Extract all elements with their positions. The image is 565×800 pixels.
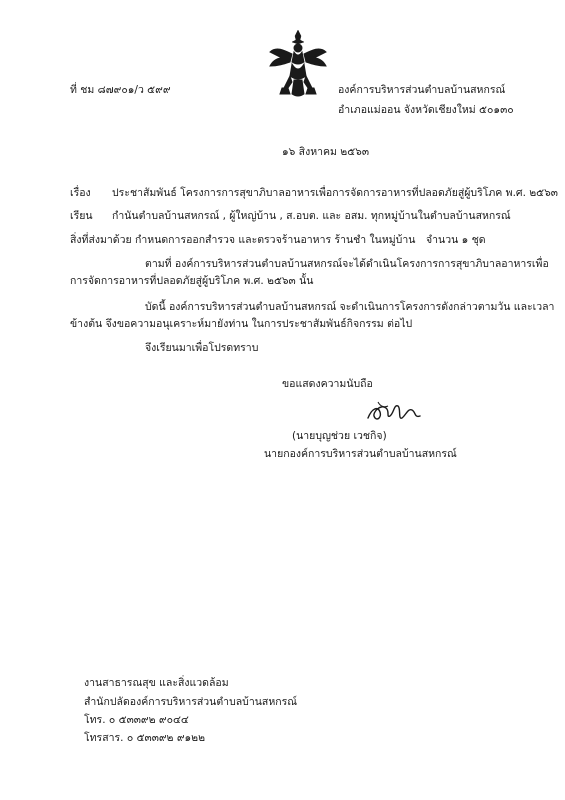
recipient-text: กำนันตำบลบ้านสหกรณ์ , ผู้ใหญ่บ้าน , ส.อบต. และ อสม. ทุกหมู่บ้านในตำบลบ้านสหกรณ์ <box>112 210 511 222</box>
recipient-label: เรียน <box>70 210 93 222</box>
organization-address: อำเภอแม่ออน จังหวัดเชียงใหม่ ๕๐๑๓๐ <box>338 104 514 116</box>
organization-name: องค์การบริหารส่วนตำบลบ้านสหกรณ์ <box>338 84 506 96</box>
body-paragraph-2-line-2: ข้างต้น จึงขอความอนุเคราะห์มายังท่าน ในการประชาสัมพันธ์กิจกรรม ต่อไป <box>70 318 413 330</box>
signatory-name: (นายบุญช่วย เวชกิจ) <box>292 430 387 442</box>
enclosure-quantity: จำนวน ๑ ชุด <box>426 234 486 246</box>
body-paragraph-1-line-2: การจัดการอาหารที่ปลอดภัยสู่ผู้บริโภค พ.ศ. ๒๕๖๓ นั้น <box>70 275 314 287</box>
footer-phone: โทร. ๐ ๕๓๓๙๒ ๙๐๔๔ <box>84 714 189 726</box>
signature-image <box>364 398 424 426</box>
footer-department: งานสาธารณสุข และสิ่งแวดล้อม <box>84 677 229 689</box>
footer-fax: โทรสาร. ๐ ๕๓๓๙๒ ๙๑๒๒ <box>84 732 206 744</box>
regards-text: ขอแสดงความนับถือ <box>282 378 373 390</box>
enclosure-text: สิ่งที่ส่งมาด้วย กำหนดการออกสำรวจ และตรวจร้านอาหาร ร้านชำ ในหมู่บ้าน <box>70 234 416 246</box>
garuda-emblem-icon <box>266 28 330 100</box>
letter-date: ๑๖ สิงหาคม ๒๕๖๓ <box>282 146 370 158</box>
footer-office: สำนักปลัดองค์การบริหารส่วนตำบลบ้านสหกรณ์ <box>84 696 297 708</box>
document-number: ที่ ชม ๘๗๙๐๑/ว ๕๙๙ <box>70 84 171 96</box>
body-paragraph-1-line-1: ตามที่ องค์การบริหารส่วนตำบลบ้านสหกรณ์จะได้ดำเนินโครงการการสุขาภิบาลอาหารเพื่อ <box>145 258 549 270</box>
body-paragraph-2-line-1: บัดนี้ องค์การบริหารส่วนตำบลบ้านสหกรณ์ จะดำเนินการโครงการดังกล่าวตามวัน และเวลา <box>145 301 555 313</box>
subject-text: ประชาสัมพันธ์ โครงการการสุขาภิบาลอาหารเพื่อการจัดการอาหารที่ปลอดภัยสู่ผู้บริโภค พ.ศ. ๒๕๖๓ <box>112 187 558 199</box>
signatory-title: นายกองค์การบริหารส่วนตำบลบ้านสหกรณ์ <box>264 448 457 460</box>
closing-request: จึงเรียนมาเพื่อโปรดทราบ <box>145 342 259 354</box>
subject-label: เรื่อง <box>70 187 91 199</box>
